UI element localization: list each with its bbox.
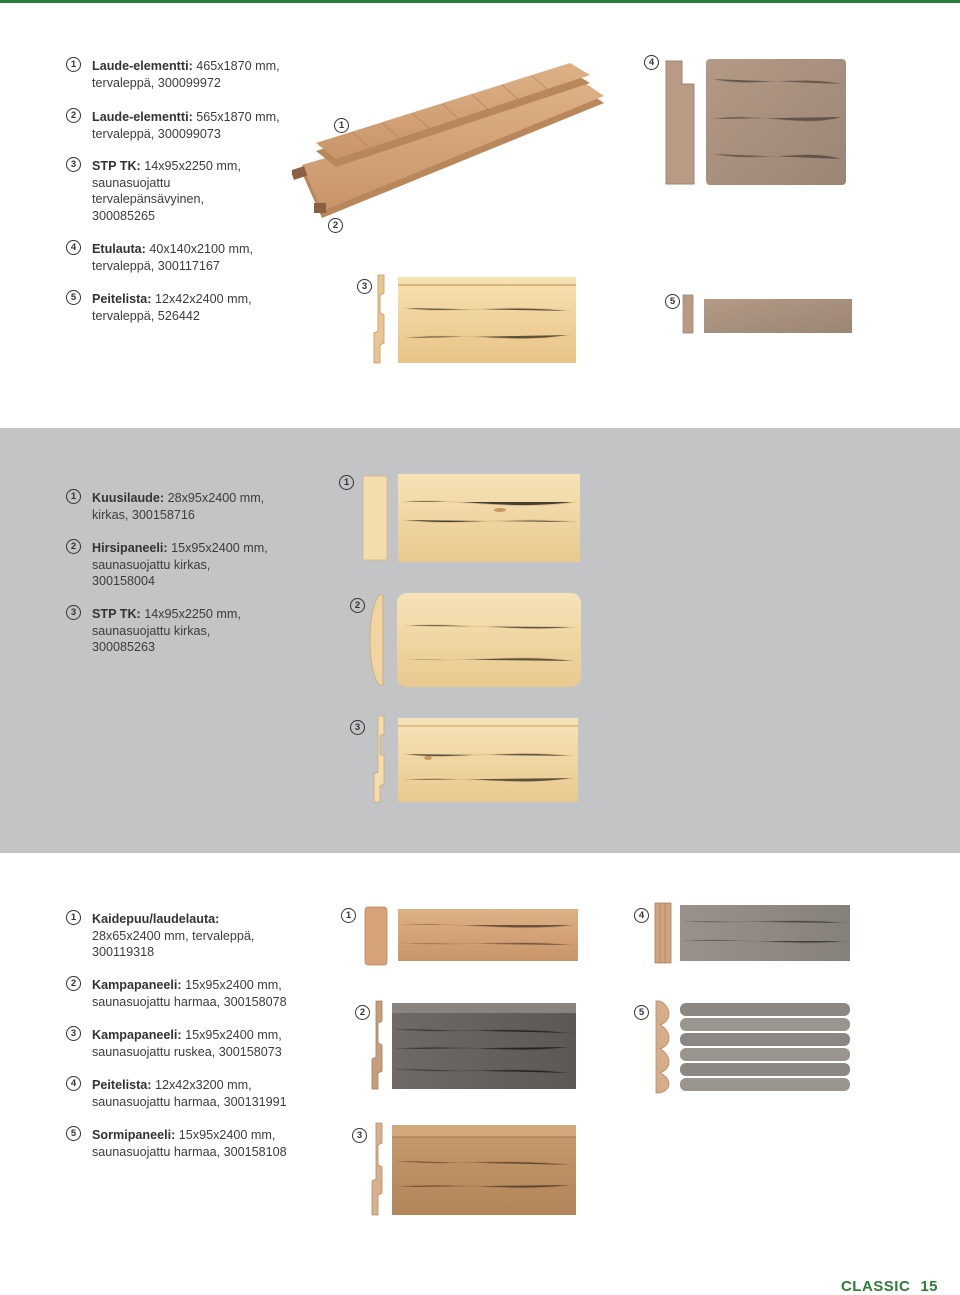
product-spec: 12x42x3200 mm, — [155, 1078, 252, 1092]
image-marker: 3 — [352, 1128, 367, 1143]
product-code: 300158004 — [92, 574, 156, 588]
product-spec: 15x95x2400 mm, — [171, 541, 268, 555]
product-name: Kampapaneeli: — [92, 978, 182, 992]
product-spec: 14x95x2250 mm, — [144, 159, 241, 173]
item-number: 1 — [66, 57, 81, 72]
image-marker: 1 — [341, 908, 356, 923]
image-marker: 3 — [350, 720, 365, 735]
bench-element-image — [292, 63, 612, 223]
product-spec: 28x65x2400 mm, tervaleppä, — [92, 928, 255, 943]
product-code: 300085265 — [92, 208, 156, 223]
product-name: Hirsipaneeli: — [92, 541, 168, 555]
product-code: saunasuojattu harmaa, 300158108 — [92, 1144, 287, 1159]
item-number: 3 — [66, 1026, 81, 1041]
product-code: kirkas, 300158716 — [92, 507, 195, 522]
image-marker: 3 — [357, 279, 372, 294]
section-alder — [0, 3, 960, 428]
cover-strip-grey-image — [652, 901, 852, 967]
product-name: Laude-elementti: — [92, 110, 193, 124]
product-name: Laude-elementti: — [92, 59, 193, 73]
log-panel-image — [365, 591, 583, 689]
cover-strip-image — [680, 293, 855, 338]
item-number: 5 — [66, 1126, 81, 1141]
image-marker: 1 — [339, 475, 354, 490]
product-code: saunasuojattu harmaa, 300158078 — [92, 994, 287, 1009]
product-spec: tervalepänsävyinen, — [92, 192, 205, 206]
image-marker: 5 — [634, 1005, 649, 1020]
product-code: 300085263 — [92, 640, 156, 654]
item-number: 1 — [66, 910, 81, 925]
product-spec: 28x95x2400 mm, — [167, 491, 265, 505]
image-marker: 5 — [665, 294, 680, 309]
front-board-image — [664, 59, 849, 189]
brand-label: CLASSIC — [840, 1278, 911, 1295]
page-footer — [841, 1278, 938, 1295]
product-code: saunasuojattu harmaa, 300131991 — [92, 1094, 287, 1109]
comb-panel-grey-image — [368, 999, 580, 1093]
item-number: 5 — [66, 290, 81, 305]
product-name: Peitelista: — [92, 1078, 152, 1092]
comb-panel-brown-image — [368, 1121, 580, 1219]
spruce-board-image — [360, 472, 582, 564]
stp-panel-image — [370, 714, 582, 806]
product-name: Sormipaneeli: — [92, 1128, 176, 1142]
image-marker: 1 — [334, 118, 349, 133]
product-spec: saunasuojattu kirkas, — [92, 557, 211, 572]
product-name: Kampapaneeli: — [92, 1028, 182, 1042]
product-code: 300119318 — [92, 945, 155, 959]
image-marker: 2 — [328, 218, 343, 233]
product-name: STP TK: — [92, 607, 141, 621]
section-spruce — [0, 428, 960, 853]
product-code: tervaleppä, 300099972 — [92, 75, 221, 90]
product-spec: saunasuojattu — [92, 175, 171, 190]
item-number: 4 — [66, 240, 81, 255]
item-number: 2 — [66, 539, 81, 554]
product-name: STP TK: — [92, 159, 141, 173]
product-name: Etulauta: — [92, 242, 146, 256]
product-spec: 565x1870 mm, — [196, 110, 280, 124]
product-name: Kaidepuu/laudelauta: — [92, 912, 220, 926]
product-spec: 14x95x2250 mm, — [144, 607, 241, 621]
product-name: Kuusilaude: — [92, 491, 165, 505]
item-number: 2 — [66, 108, 81, 123]
product-spec: 465x1870 mm, — [196, 59, 280, 73]
rail-board-image — [362, 903, 580, 969]
item-number: 3 — [66, 605, 81, 620]
section-treated — [0, 853, 960, 1295]
stp-panel-image — [370, 273, 580, 368]
product-code: tervaleppä, 300099073 — [92, 126, 221, 141]
image-marker: 2 — [350, 598, 365, 613]
product-spec: 12x42x2400 mm, — [155, 292, 252, 306]
page-number: 15 — [920, 1278, 938, 1295]
product-spec: 15x95x2400 mm, — [185, 1028, 282, 1042]
product-spec: 40x140x2100 mm, — [149, 242, 253, 256]
product-code: tervaleppä, 526442 — [92, 308, 200, 323]
finger-panel-image — [652, 999, 852, 1095]
item-number: 1 — [66, 489, 81, 504]
item-number: 4 — [66, 1076, 81, 1091]
product-name: Peitelista: — [92, 292, 152, 306]
product-spec: saunasuojattu kirkas, — [92, 623, 211, 638]
image-marker: 4 — [634, 908, 649, 923]
product-code: saunasuojattu ruskea, 300158073 — [92, 1044, 282, 1059]
image-marker: 2 — [355, 1005, 370, 1020]
item-number: 3 — [66, 157, 81, 172]
product-code: tervaleppä, 300117167 — [92, 258, 220, 273]
image-marker: 4 — [644, 55, 659, 70]
product-spec: 15x95x2400 mm, — [185, 978, 282, 992]
item-number: 2 — [66, 976, 81, 991]
product-spec: 15x95x2400 mm, — [178, 1128, 276, 1142]
